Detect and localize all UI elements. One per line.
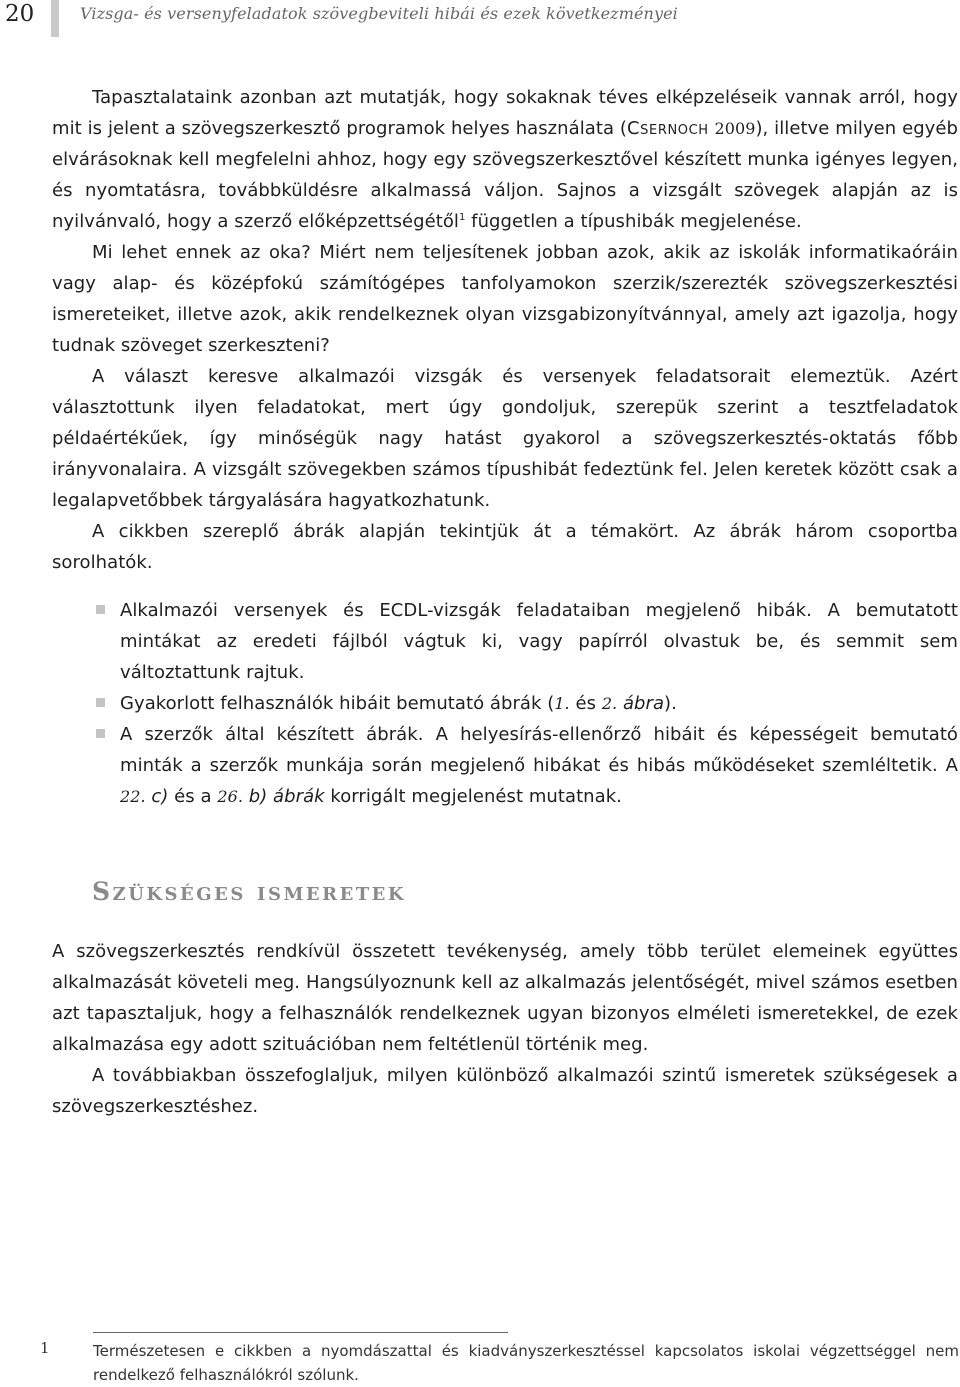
figure-ref-number: 26. xyxy=(217,787,243,806)
list-item-text: Gyakorlott felhasználók hibáit bemutató ábrák ( xyxy=(120,693,555,714)
footnote-text: Természetesen e cikkben a nyomdászattal és kiadványszerkesztéssel kapcsolatos iskolai végzettséggel nem rendelkező felhasználókról szólunk. xyxy=(93,1342,959,1384)
list-item-text: Alkalmazói versenyek és ECDL-vizsgák feladataiban megjelenő hibák. A bemutatott mintákat az eredeti fájlból vágtuk ki, vagy papírról olvastuk be, és semmit sem változtattunk rajtuk. xyxy=(120,600,958,683)
square-bullet-icon xyxy=(96,605,105,614)
figure-ref-label: c) xyxy=(145,786,175,807)
header-divider-bar xyxy=(51,0,59,37)
footnote-number: 1 xyxy=(40,1339,50,1357)
section-heading: Szükséges ismeretek xyxy=(92,877,407,906)
paragraph-method: A választ keresve alkalmazói vizsgák és versenyek feladatsorait elemeztük. Azért választottunk ilyen feladatokat, mert úgy gondoljuk, szerepük szerint a tesztfeladatok példaértékűek, így minőségük nagy hatást gyakorol a szövegszerkesztés-oktatás főbb irányvonalaira. A vizsgált szövegekben számos típushibát fedeztünk fel. Jelen keretek között csak a legalapvetőbbek tárgyalására hagyatkozhatunk. xyxy=(52,366,958,511)
footnote-rule xyxy=(93,1332,508,1333)
square-bullet-icon xyxy=(96,729,105,738)
paragraph-intro-text-b: ), illetve milyen egyéb elvárásoknak kell megfelelni ahhoz, hogy egy szövegszerkesztővel készített munka igényes legyen, és nyomtatásra, továbbküldésre alkalmassá váljon. Sajnos a vizsgált szövegek alapján az is nyilvánvaló, hogy a szerző előképzettségétől xyxy=(52,118,958,232)
list-item xyxy=(52,688,958,719)
page-number: 20 xyxy=(5,1,35,27)
figure-ref-number: 1. xyxy=(554,694,570,713)
list-item-text: ). xyxy=(664,693,677,714)
list-item xyxy=(52,595,958,688)
list-item-text: és xyxy=(569,693,602,714)
paragraph-intro xyxy=(52,82,958,237)
citation-year: 2009 xyxy=(714,119,756,138)
running-header xyxy=(0,0,960,40)
figure-ref-label: ábra xyxy=(617,693,665,714)
figure-ref-number: 22. xyxy=(120,787,146,806)
section-paragraph: A szövegszerkesztés rendkívül összetett tevékenység, amely több terület elemeinek együttes alkalmazását követeli meg. Hangsúlyoznunk kell az alkalmazás jelentőségét, mivel számos esetben azt tapasztaljuk, hogy a felhasználók rendelkeznek ugyan bizonyos elméleti ismeretekkel, de ezek alkalmazása egy adott szituációban nem feltétlenül történik meg. xyxy=(52,941,958,1055)
list-item xyxy=(52,719,958,812)
paragraph-figures: A cikkben szereplő ábrák alapján tekintjük át a témakört. Az ábrák három csoportba sorolhatók. xyxy=(52,521,958,573)
footnote-ref[interactable]: 1 xyxy=(458,212,466,223)
figure-ref-number: 2. xyxy=(601,694,618,713)
paragraph-intro-text: Tapasztalataink azonban azt mutatják, hogy sokaknak téves elképzeléseik vannak arról, hogy mit is jelent a szövegszerkesztő programok helyes használata ( xyxy=(52,87,958,139)
paragraph-intro-text-c: független a típushibák megjelenése. xyxy=(465,211,802,232)
citation-author: Csernoch xyxy=(626,118,709,139)
figure-groups-list xyxy=(52,595,958,812)
running-title: Vizsga- és versenyfeladatok szövegbeviteli hibái és ezek következményei xyxy=(80,4,678,23)
figure-ref-label: b) ábrák xyxy=(242,786,325,807)
paragraph-question: Mi lehet ennek az oka? Miért nem teljesítenek jobban azok, akik az iskolák informatikaóráin vagy alap- és középfokú számítógépes tanfolyamokon szerzik/szerezték szövegszerkesztési ismereteiket, illetve azok, akik rendelkeznek olyan vizsgabizonyítvánnyal, amely azt igazolja, hogy tudnak szöveget szerkeszteni? xyxy=(52,242,958,356)
list-item-text: korrigált megjelenést mutatnak. xyxy=(324,786,622,807)
list-item-text: A szerzők által készített ábrák. A helyesírás-ellenőrző hibáit és képességeit bemutató minták a szerzők munkája során megjelenő hibákat és hibás működéseket szemléltetik. A xyxy=(120,724,958,776)
square-bullet-icon xyxy=(96,698,105,707)
section-paragraph: A továbbiakban összefoglaljuk, milyen különböző alkalmazói szintű ismeretek szükségesek a szövegszerkesztéshez. xyxy=(52,1065,958,1117)
main-text xyxy=(52,82,958,1122)
list-item-text: és a xyxy=(174,786,218,807)
